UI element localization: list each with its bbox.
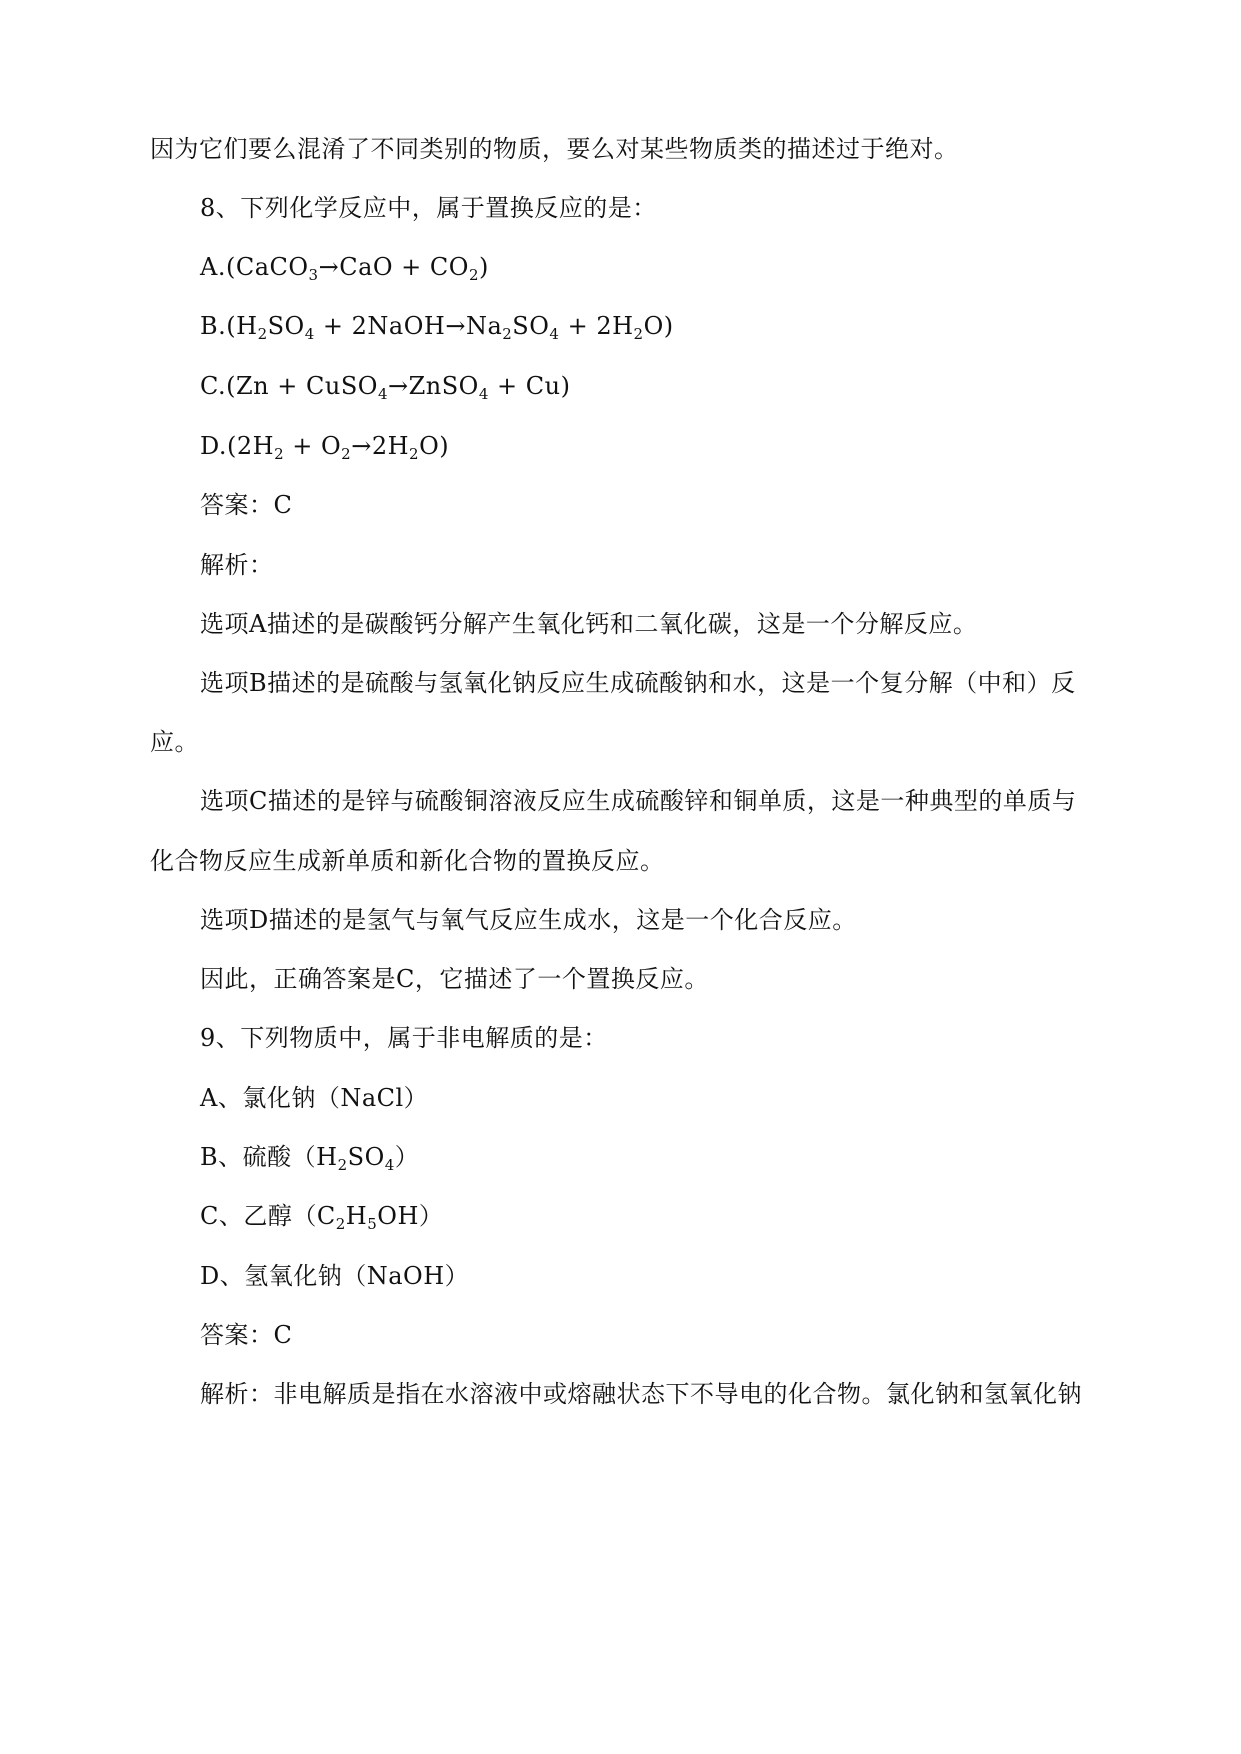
q8-answer: 答案：C — [200, 491, 293, 519]
question-9: 9、下列物质中，属于非电解质的是： — [200, 1024, 608, 1052]
q8-conclusion: 因此，正确答案是C，它描述了一个置换反应。 — [200, 965, 709, 993]
q8-option-b: $B.(H_2SO_4$ + $2NaOH\to Na_2SO_4 + 2H_2O$) — [200, 312, 674, 343]
q9-option-c: C、乙醇$(C_2H_5OH)$ — [200, 1202, 444, 1233]
q8-explanation-b: 选项B描述的是硫酸与氢氧化钠反应生成硫酸钠和水，这是一个复分解（中和）反 — [200, 669, 1076, 697]
q9-option-a: A、氯化钠（NaCl） — [200, 1084, 429, 1112]
paragraph-line: 因为它们要么混淆了不同类别的物质，要么对某些物质类的描述过于绝对。 — [150, 135, 959, 163]
q8-option-d: $D.(2H_2 + O_2\to 2H_2O)$ — [200, 432, 450, 463]
q8-option-a: A.(CaCO$_3$→CaO + $CO_2$) — [200, 253, 489, 284]
q8-explanation-c-cont: 化合物反应生成新单质和新化合物的置换反应。 — [150, 847, 665, 875]
question-8: 8、下列化学反应中，属于置换反应的是： — [200, 194, 657, 222]
q8-explanation-label: 解析： — [200, 551, 274, 579]
q8-explanation-c: 选项C描述的是锌与硫酸铜溶液反应生成硫酸锌和铜单质，这是一种典型的单质与 — [200, 787, 1077, 815]
q8-option-c: C.(Zn + CuSO$_4$→ZnSO$_4$ + Cu) — [200, 372, 571, 403]
q9-option-d: D、氢氧化钠（NaOH） — [200, 1262, 470, 1290]
q8-explanation-d: 选项D描述的是氢气与氧气反应生成水，这是一个化合反应。 — [200, 906, 857, 934]
q9-option-b: B、硫酸$(H_2SO_4)$ — [200, 1143, 420, 1174]
q9-explanation: 解析：非电解质是指在水溶液中或熔融状态下不导电的化合物。氯化钠和氢氧化钠 — [200, 1380, 1082, 1408]
q8-explanation-a: 选项A描述的是碳酸钙分解产生氧化钙和二氧化碳，这是一个分解反应。 — [200, 610, 978, 638]
q8-explanation-b-cont: 应。 — [150, 728, 199, 756]
q9-answer: 答案：C — [200, 1321, 293, 1349]
